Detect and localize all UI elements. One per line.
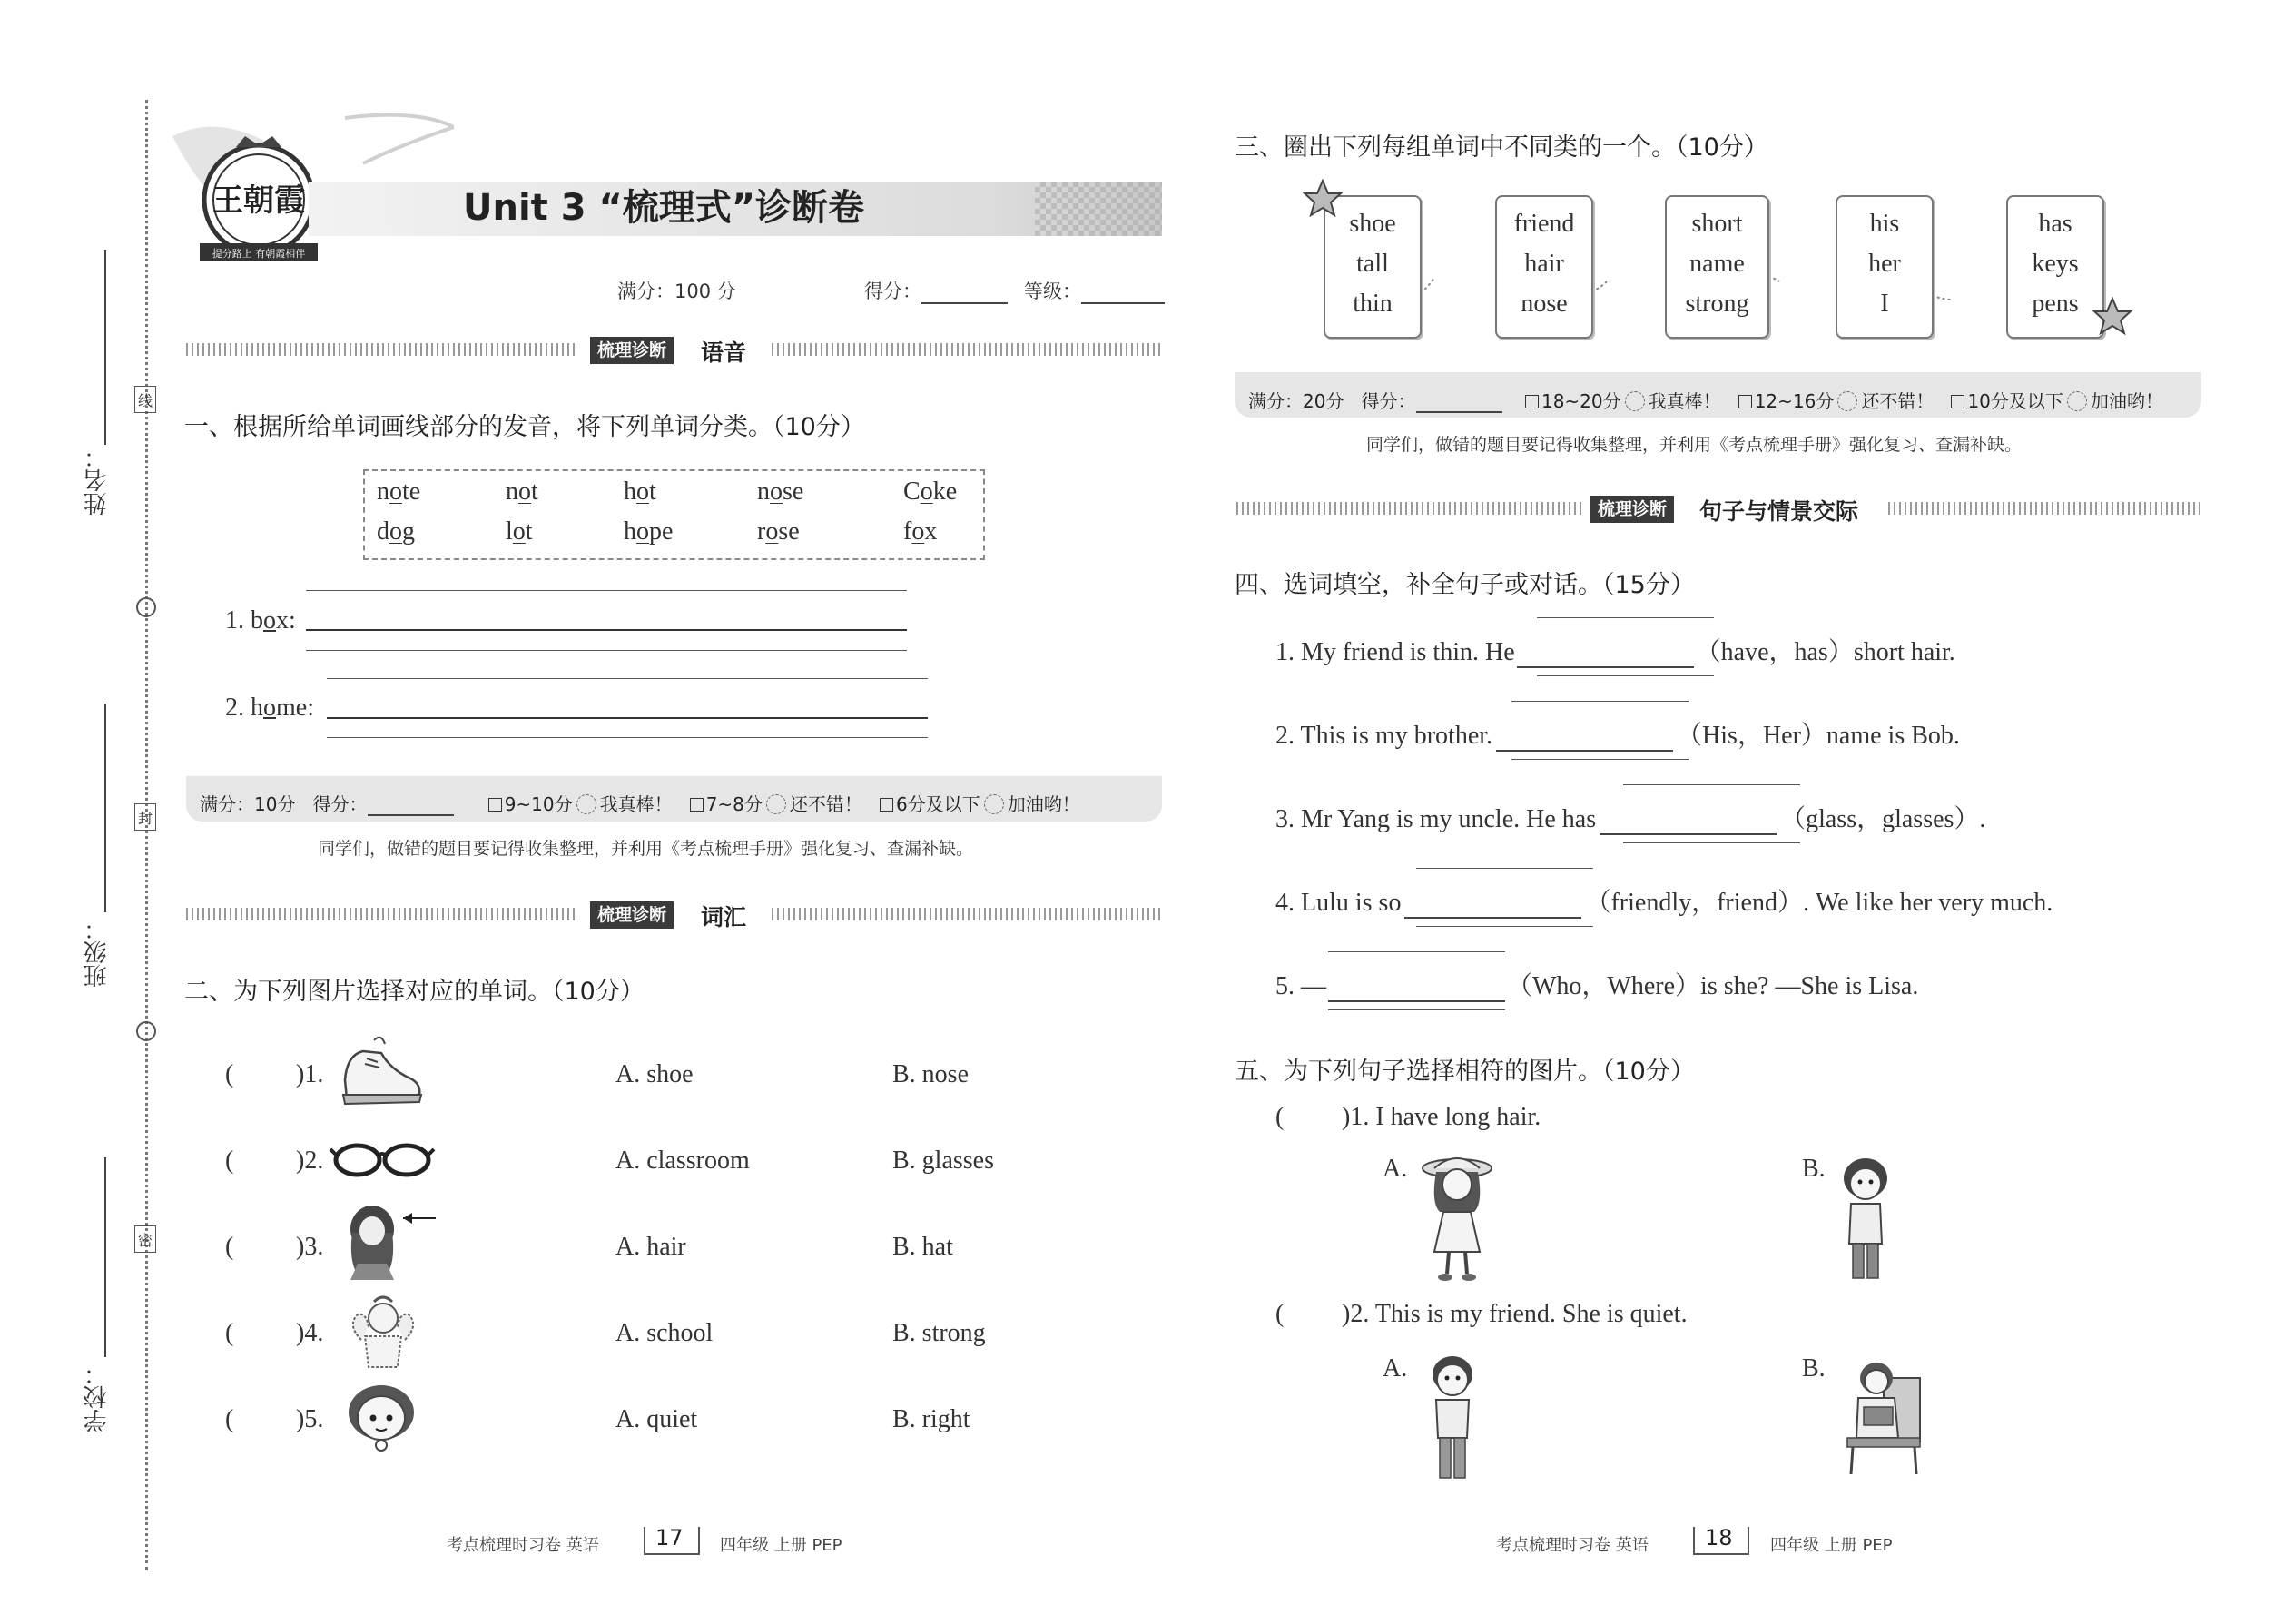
card-word[interactable]: his — [1869, 210, 1900, 238]
card-word[interactable]: hair — [1524, 250, 1564, 278]
score-field[interactable] — [864, 277, 1008, 304]
answer-box-label: 1. box: — [225, 606, 296, 635]
grade-label: 等级： — [1024, 281, 1081, 302]
short-hair-girl-icon[interactable] — [1829, 1153, 1902, 1289]
writing-line — [1623, 842, 1800, 843]
word-card[interactable] — [1495, 195, 1593, 339]
review-note-left: 同学们，做错的题目要记得收集整理，并利用《考点梳理手册》强化复习、查漏补缺。 — [318, 839, 974, 859]
full-score: 满分：100 分 — [617, 281, 736, 302]
q5-sentence-2: )2. This is my friend. She is quiet. — [1342, 1300, 1688, 1328]
item-number: )5. — [296, 1405, 324, 1433]
card-word[interactable]: keys — [2032, 250, 2079, 278]
sorting-word: nose — [757, 477, 804, 506]
writing-line — [1537, 675, 1714, 676]
score-bar-right-text: 满分：20分 得分： 18~20分 我真棒！ 12~16分 还不错！ 10分及以下 加油哟！ — [1248, 390, 2163, 412]
option-b[interactable]: B. nose — [892, 1060, 969, 1088]
card-word[interactable]: short — [1691, 210, 1743, 238]
binding-marker-line: 线 — [134, 386, 156, 413]
page-number-frame — [643, 1523, 701, 1558]
word-box — [363, 469, 985, 560]
sentence-2: 2. This is my brother. （His，Her）name is Bob. — [1275, 722, 1960, 750]
review-note-right: 同学们，做错的题目要记得收集整理，并利用《考点梳理手册》强化复习、查漏补缺。 — [1366, 435, 2023, 455]
q5-sentence-1: )1. I have long hair. — [1342, 1103, 1541, 1131]
card-word[interactable]: her — [1868, 250, 1901, 278]
footer-right-grade: 四年级 上册 PEP — [1770, 1536, 1893, 1555]
writing-line — [327, 737, 928, 738]
answer-box-line[interactable] — [306, 629, 907, 631]
fill-blank[interactable] — [1517, 666, 1694, 668]
card-word[interactable]: shoe — [1349, 210, 1396, 238]
word-card[interactable] — [2006, 195, 2104, 339]
sentence-1: 1. My friend is thin. He （have，has）short hair. — [1275, 638, 1955, 666]
binding-marker-seal: 封 — [134, 803, 156, 831]
option-a-label[interactable]: A. — [1383, 1155, 1408, 1183]
score-label: 得分： — [864, 281, 921, 302]
page-number-frame — [1692, 1523, 1750, 1558]
sorting-word: note — [377, 477, 421, 506]
card-word[interactable]: has — [2038, 210, 2072, 238]
girl-reading-icon[interactable] — [1829, 1351, 1934, 1478]
card-word[interactable]: friend — [1513, 210, 1575, 238]
section-tag: 梳理诊断 — [590, 901, 674, 929]
item-number: )2. — [296, 1147, 324, 1175]
section-tag: 梳理诊断 — [1590, 496, 1674, 523]
option-a[interactable]: A. quiet — [615, 1405, 698, 1433]
section-divider — [772, 908, 1162, 920]
answer-paren[interactable]: ( — [225, 1060, 234, 1088]
strong-icon — [334, 1291, 432, 1371]
sorting-word: hot — [624, 477, 656, 506]
binding-hole-icon — [136, 597, 156, 617]
answer-paren[interactable]: ( — [1275, 1300, 1285, 1328]
item-number: )4. — [296, 1319, 324, 1347]
option-b-label[interactable]: B. — [1802, 1155, 1826, 1183]
writing-line — [306, 590, 907, 591]
fill-blank[interactable] — [1328, 1000, 1505, 1002]
option-a[interactable]: A. school — [615, 1319, 714, 1347]
answer-paren[interactable]: ( — [225, 1147, 234, 1175]
word-card[interactable] — [1836, 195, 1934, 339]
sentence-3: 3. Mr Yang is my uncle. He has （glass，glasses）. — [1275, 805, 1986, 833]
sorting-word: hope — [624, 517, 674, 546]
option-b[interactable]: B. right — [892, 1405, 970, 1433]
fill-blank[interactable] — [1404, 917, 1581, 919]
sorting-word: fox — [903, 517, 938, 546]
card-word[interactable]: I — [1880, 290, 1889, 318]
name-blank[interactable] — [104, 250, 106, 445]
writing-line — [1623, 784, 1800, 785]
page-number-right: 18 — [1705, 1525, 1733, 1550]
fill-blank[interactable] — [1496, 750, 1673, 752]
name-label: 姓名： — [84, 445, 111, 516]
sentence-4: 4. Lulu is so （friendly，friend）. We like her very much. — [1275, 889, 2053, 917]
answer-paren[interactable]: ( — [1275, 1103, 1285, 1131]
question-5-heading: 五、为下列句子选择相符的图片。（10分） — [1235, 1058, 1695, 1086]
school-label: 学校： — [84, 1362, 111, 1432]
binding-marker-secret: 密 — [134, 1225, 156, 1253]
writing-line — [1511, 759, 1689, 760]
sentence-5: 5. — （Who，Where）is she? —She is Lisa. — [1275, 972, 1919, 1000]
class-blank[interactable] — [104, 704, 106, 912]
binding-hole-icon — [136, 1021, 156, 1041]
section-divider — [772, 343, 1162, 356]
question-1-heading: 一、根据所给单词画线部分的发音，将下列单词分类。（10分） — [184, 413, 865, 441]
question-3-heading: 三、圈出下列每组单词中不同类的一个。（10分） — [1235, 133, 1768, 162]
writing-line — [1537, 617, 1714, 618]
boy-icon[interactable] — [1416, 1351, 1489, 1487]
option-a[interactable]: A. classroom — [615, 1147, 750, 1175]
writing-line — [306, 650, 907, 651]
sorting-word: dog — [377, 517, 415, 546]
card-word[interactable]: pens — [2032, 290, 2079, 318]
section-divider — [186, 908, 576, 920]
shoe-icon — [338, 1035, 424, 1107]
card-word[interactable]: strong — [1685, 290, 1749, 318]
fill-blank[interactable] — [1600, 833, 1777, 835]
footer-right-text: 考点梳理时习卷 英语 — [1496, 1536, 1649, 1555]
star-icon — [2092, 297, 2132, 337]
quiet-girl-icon — [336, 1380, 427, 1452]
writing-line — [1511, 701, 1689, 702]
option-b[interactable]: B. glasses — [892, 1147, 994, 1175]
item-number: )3. — [296, 1233, 324, 1261]
class-label: 班级： — [84, 917, 111, 988]
card-word[interactable]: nose — [1521, 290, 1568, 318]
option-b[interactable]: B. hat — [892, 1233, 953, 1261]
section-tag: 梳理诊断 — [590, 337, 674, 364]
question-2-heading: 二、为下列图片选择对应的单词。（10分） — [184, 978, 645, 1006]
writing-line — [1416, 926, 1593, 927]
answer-home-label: 2. home: — [225, 694, 314, 722]
glasses-icon — [329, 1135, 436, 1180]
section-divider — [1888, 502, 2201, 515]
option-a[interactable]: A. shoe — [615, 1060, 694, 1088]
option-a-label[interactable]: A. — [1383, 1354, 1408, 1383]
section-title-sentences: 句子与情景交际 — [1699, 498, 1859, 525]
card-word[interactable]: thin — [1353, 290, 1393, 318]
score-bar-left-text: 满分：10分 得分： 9~10分 我真棒！ 7~8分 还不错！ 6分及以下 加油哟！ — [200, 793, 1080, 815]
question-4-heading: 四、选词填空，补全句子或对话。（15分） — [1235, 571, 1695, 599]
card-word[interactable]: tall — [1356, 250, 1389, 278]
word-card[interactable] — [1665, 195, 1769, 339]
title-pattern — [1035, 182, 1162, 236]
writing-line — [1328, 1009, 1505, 1010]
star-icon — [1303, 179, 1343, 219]
option-b-label[interactable]: B. — [1802, 1354, 1826, 1383]
sorting-word: rose — [757, 517, 800, 546]
sorting-word: not — [506, 477, 538, 506]
answer-paren[interactable]: ( — [225, 1405, 234, 1433]
writing-line — [1416, 868, 1593, 869]
answer-paren[interactable]: ( — [225, 1233, 234, 1261]
sorting-word: lot — [506, 517, 533, 546]
footer-left-text: 考点梳理时习卷 英语 — [447, 1536, 599, 1555]
section-title-phonics: 语音 — [701, 340, 747, 366]
school-blank[interactable] — [104, 1157, 106, 1357]
page-title: Unit 3 “梳理式”诊断卷 — [463, 187, 865, 229]
item-number: )1. — [296, 1060, 324, 1088]
binding-dotted-line — [145, 100, 148, 1570]
footer-left-grade: 四年级 上册 PEP — [720, 1536, 842, 1555]
section-title-vocab: 词汇 — [701, 904, 747, 930]
option-b[interactable]: B. strong — [892, 1319, 986, 1347]
section-divider — [1236, 502, 1581, 515]
long-hair-girl-icon[interactable] — [1416, 1148, 1498, 1284]
sorting-word: Coke — [903, 477, 958, 506]
section-divider — [186, 343, 576, 356]
card-word[interactable]: name — [1689, 250, 1745, 278]
page-number-left: 17 — [655, 1525, 684, 1550]
option-a[interactable]: A. hair — [615, 1233, 686, 1261]
logo-ribbon-text: 提分路上 有朝霞相伴 — [212, 248, 306, 260]
hair-icon — [338, 1196, 442, 1280]
logo-brand-text: 王朝霞 — [212, 182, 305, 219]
writing-line — [327, 678, 928, 679]
writing-line — [1328, 951, 1505, 952]
answer-paren[interactable]: ( — [225, 1319, 234, 1347]
answer-home-line[interactable] — [327, 717, 928, 719]
grade-field[interactable] — [1024, 277, 1165, 304]
